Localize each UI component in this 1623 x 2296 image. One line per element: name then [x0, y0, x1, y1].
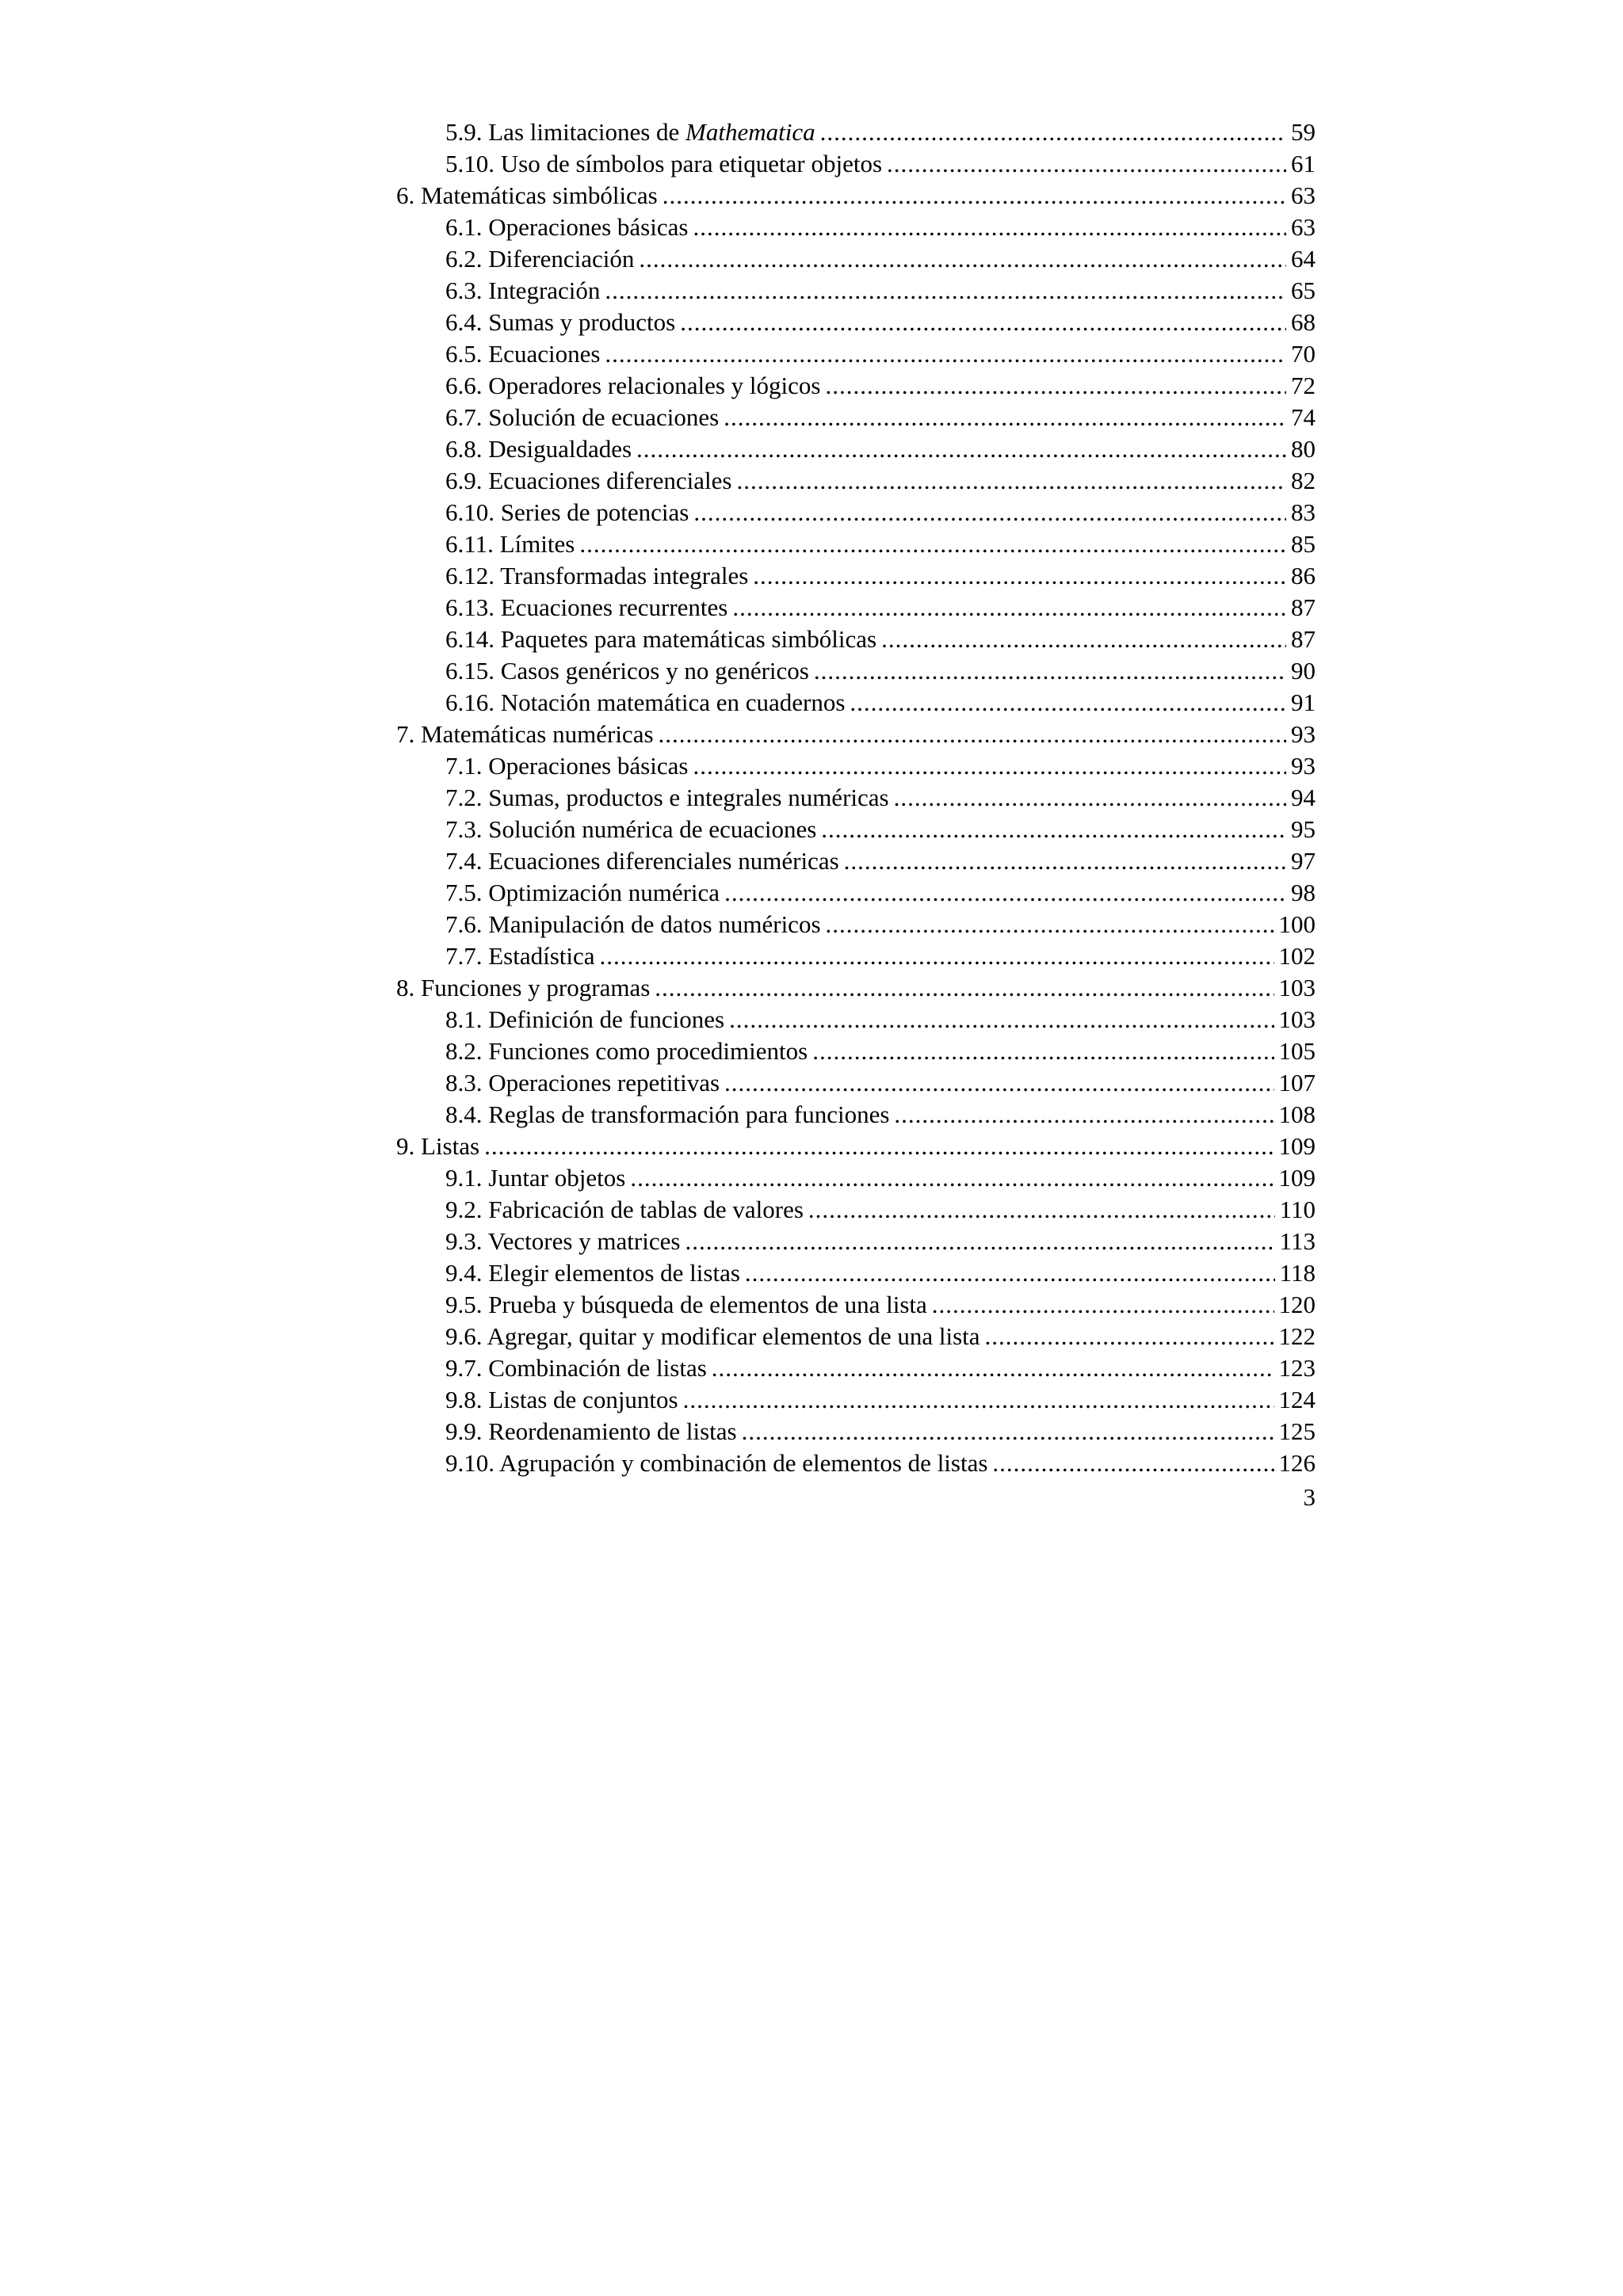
toc-entry-page: 97: [1291, 847, 1316, 875]
toc-entry-title: 7. Matemáticas numéricas: [396, 720, 654, 748]
toc-entry-title: 6.2. Diferenciación: [445, 245, 635, 273]
toc-entry-title: 6.9. Ecuaciones diferenciales: [445, 467, 732, 494]
toc-dot-leader: [683, 1384, 1274, 1416]
toc-dot-leader: [814, 655, 1286, 687]
toc-entry: [396, 180, 1316, 212]
toc-entry-page: 59: [1291, 118, 1316, 146]
toc-entry-title: 9.8. Listas de conjuntos: [445, 1386, 678, 1413]
toc-entry: [396, 1447, 1316, 1479]
toc-entry-title: 8.4. Reglas de transformación para funciones: [445, 1100, 890, 1128]
toc-dot-leader: [992, 1447, 1274, 1479]
toc-entry-title: 9.6. Agregar, quitar y modificar elementos de una lista: [445, 1322, 980, 1350]
toc-entry-page: 74: [1291, 403, 1316, 431]
toc-entry-page: 123: [1278, 1354, 1316, 1382]
toc-entry-page: 91: [1291, 688, 1316, 716]
toc-entry-title: 7.5. Optimización numérica: [445, 879, 720, 906]
toc-entry-title: 9.4. Elegir elementos de listas: [445, 1259, 740, 1287]
toc-entry-title: 6.5. Ecuaciones: [445, 340, 601, 368]
toc-dot-leader: [600, 940, 1274, 972]
toc-dot-leader: [712, 1352, 1274, 1384]
toc-entry: [396, 1226, 1316, 1257]
toc-entry-title: 6.8. Desigualdades: [445, 435, 632, 463]
toc-entry: [396, 1004, 1316, 1035]
toc-entry: [396, 212, 1316, 243]
toc-entry-page: 68: [1291, 308, 1316, 336]
toc-entry: [396, 592, 1316, 624]
toc-entry: [396, 1131, 1316, 1162]
toc-entry-page: 122: [1278, 1322, 1316, 1350]
toc-entry-title: 5.9. Las limitaciones de: [445, 118, 686, 146]
toc-entry-page: 110: [1279, 1196, 1316, 1223]
toc-entry-title: 7.4. Ecuaciones diferenciales numéricas: [445, 847, 839, 875]
toc-entry-page: 86: [1291, 562, 1316, 589]
toc-entry-title: 6.10. Series de potencias: [445, 498, 689, 526]
toc-entry: [396, 1352, 1316, 1384]
toc-entry: [396, 1384, 1316, 1416]
toc-entry: [396, 1289, 1316, 1321]
toc-dot-leader: [630, 1162, 1274, 1194]
toc-entry: [396, 560, 1316, 592]
toc-entry-title: 6.12. Transformadas integrales: [445, 562, 749, 589]
toc-entry-page: 72: [1291, 372, 1316, 399]
toc-entry-page: 103: [1278, 974, 1316, 1001]
toc-entry: [396, 433, 1316, 465]
toc-dot-leader: [844, 845, 1286, 877]
toc-entry-title: 9.3. Vectores y matrices: [445, 1227, 681, 1255]
toc-dot-leader: [850, 687, 1286, 719]
toc-entry-title: 7.6. Manipulación de datos numéricos: [445, 910, 821, 938]
toc-dot-leader: [742, 1416, 1274, 1447]
toc-entry-title: 9.9. Reordenamiento de listas: [445, 1417, 737, 1445]
toc-entry-title: 7.3. Solución numérica de ecuaciones: [445, 815, 817, 843]
toc-entry-title: 8.2. Funciones como procedimientos: [445, 1037, 808, 1065]
toc-dot-leader: [724, 1067, 1274, 1099]
toc-entry-title: 5.10. Uso de símbolos para etiquetar objetos: [445, 150, 883, 177]
toc-entry: [396, 972, 1316, 1004]
toc-entry-page: 93: [1291, 752, 1316, 780]
toc-entry-title: 6. Matemáticas simbólicas: [396, 181, 658, 209]
toc-entry-title: 7.1. Operaciones básicas: [445, 752, 689, 780]
toc-entry-page: 87: [1291, 625, 1316, 653]
toc-entry-page: 108: [1278, 1100, 1316, 1128]
toc-entry-title: 6.14. Paquetes para matemáticas simbólicas: [445, 625, 877, 653]
toc-dot-leader: [737, 465, 1287, 497]
toc-dot-leader: [724, 877, 1286, 909]
toc-entry-page: 125: [1278, 1417, 1316, 1445]
toc-dot-leader: [820, 116, 1286, 148]
toc-entry: [396, 814, 1316, 845]
toc-dot-leader: [732, 592, 1286, 624]
toc-dot-leader: [808, 1194, 1275, 1226]
toc-dot-leader: [693, 750, 1286, 782]
toc-entry-page: 63: [1291, 181, 1316, 209]
toc-entry-title: 7.7. Estadística: [445, 942, 595, 970]
toc-entry-title: 6.13. Ecuaciones recurrentes: [445, 593, 728, 621]
toc-entry: [396, 782, 1316, 814]
toc-entry-page: 102: [1278, 942, 1316, 970]
toc-entry-page: 64: [1291, 245, 1316, 273]
toc-entry: [396, 402, 1316, 433]
toc-entry-page: 70: [1291, 340, 1316, 368]
toc-dot-leader: [887, 148, 1286, 180]
toc-entry-page: 94: [1291, 784, 1316, 811]
toc-dot-leader: [932, 1289, 1274, 1321]
toc-dot-leader: [605, 275, 1286, 307]
toc-entry-title-italic: Mathematica: [685, 118, 815, 146]
toc-dot-leader: [729, 1004, 1274, 1035]
toc-entry-title: 9.2. Fabricación de tablas de valores: [445, 1196, 804, 1223]
toc-dot-leader: [745, 1257, 1275, 1289]
toc-entry: [396, 1035, 1316, 1067]
toc-dot-leader: [605, 338, 1286, 370]
toc-entry-title: 6.1. Operaciones básicas: [445, 213, 689, 241]
toc-entry: [396, 750, 1316, 782]
toc-dot-leader: [894, 782, 1286, 814]
toc-entry: [396, 655, 1316, 687]
toc-entry-page: 63: [1291, 213, 1316, 241]
toc-entry-title: 6.6. Operadores relacionales y lógicos: [445, 372, 821, 399]
toc-dot-leader: [636, 433, 1286, 465]
toc-dot-leader: [825, 370, 1286, 402]
toc-entry: [396, 940, 1316, 972]
toc-entry: [396, 338, 1316, 370]
toc-entry-page: 61: [1291, 150, 1316, 177]
toc-entry-title: 9.7. Combinación de listas: [445, 1354, 707, 1382]
toc-entry: [396, 528, 1316, 560]
toc-entry-page: 126: [1278, 1449, 1316, 1477]
toc-dot-leader: [985, 1321, 1274, 1352]
toc-dot-leader: [881, 624, 1286, 655]
toc-entry-title: 6.11. Límites: [445, 530, 575, 558]
toc-entry: [396, 719, 1316, 750]
toc-entry: [396, 877, 1316, 909]
toc-entry: [396, 370, 1316, 402]
toc-entry: [396, 1162, 1316, 1194]
toc-dot-leader: [655, 972, 1274, 1004]
toc-dot-leader: [753, 560, 1286, 592]
toc-entry-page: 95: [1291, 815, 1316, 843]
toc-entry: [396, 148, 1316, 180]
toc-entry: [396, 1194, 1316, 1226]
toc-dot-leader: [894, 1099, 1274, 1131]
toc-entry-title: 7.2. Sumas, productos e integrales numéricas: [445, 784, 889, 811]
toc-entry-page: 124: [1278, 1386, 1316, 1413]
toc-entry: [396, 1257, 1316, 1289]
toc-entry: [396, 307, 1316, 338]
toc-dot-leader: [821, 814, 1286, 845]
toc-entry-page: 65: [1291, 277, 1316, 304]
toc-entry-page: 85: [1291, 530, 1316, 558]
toc-entry: [396, 116, 1316, 148]
toc-entry: [396, 1099, 1316, 1131]
toc-entry-page: 98: [1291, 879, 1316, 906]
toc-entry: [396, 465, 1316, 497]
toc-entry-page: 113: [1279, 1227, 1316, 1255]
toc-entry: [396, 845, 1316, 877]
toc-entry-title: 9.5. Prueba y búsqueda de elementos de una lista: [445, 1291, 927, 1318]
toc-dot-leader: [685, 1226, 1274, 1257]
toc-entry-title: 6.15. Casos genéricos y no genéricos: [445, 657, 809, 685]
toc-entry: [396, 243, 1316, 275]
toc-entry-title: 9.10. Agrupación y combinación de elementos de listas: [445, 1449, 988, 1477]
toc-dot-leader: [579, 528, 1286, 560]
toc-entry-page: 100: [1278, 910, 1316, 938]
toc-dot-leader: [724, 402, 1286, 433]
toc-entry-page: 109: [1278, 1132, 1316, 1160]
toc-entry-page: 109: [1278, 1164, 1316, 1192]
toc-entry-title: 6.3. Integración: [445, 277, 601, 304]
toc-entry-page: 107: [1278, 1069, 1316, 1097]
table-of-contents: [396, 116, 1316, 1479]
page-number: 3: [1303, 1483, 1316, 1511]
toc-dot-leader: [663, 180, 1286, 212]
toc-dot-leader: [680, 307, 1286, 338]
toc-entry: [396, 1416, 1316, 1447]
toc-dot-leader: [659, 719, 1286, 750]
toc-entry: [396, 497, 1316, 528]
toc-entry-page: 90: [1291, 657, 1316, 685]
toc-entry-page: 120: [1278, 1291, 1316, 1318]
toc-dot-leader: [693, 497, 1286, 528]
toc-entry: [396, 624, 1316, 655]
toc-entry-page: 83: [1291, 498, 1316, 526]
toc-entry-title: 8.3. Operaciones repetitivas: [445, 1069, 720, 1097]
toc-entry-page: 105: [1278, 1037, 1316, 1065]
toc-entry-page: 82: [1291, 467, 1316, 494]
toc-entry-title: 9. Listas: [396, 1132, 480, 1160]
toc-entry-title: 6.4. Sumas y productos: [445, 308, 676, 336]
toc-entry-title: 6.16. Notación matemática en cuadernos: [445, 688, 846, 716]
toc-entry-page: 80: [1291, 435, 1316, 463]
toc-entry-page: 93: [1291, 720, 1316, 748]
toc-dot-leader: [484, 1131, 1274, 1162]
toc-entry-title: 6.7. Solución de ecuaciones: [445, 403, 720, 431]
toc-entry: [396, 909, 1316, 940]
toc-entry: [396, 687, 1316, 719]
toc-entry: [396, 1321, 1316, 1352]
toc-entry: [396, 1067, 1316, 1099]
toc-entry-title: 9.1. Juntar objetos: [445, 1164, 626, 1192]
toc-entry-page: 118: [1279, 1259, 1316, 1287]
toc-dot-leader: [812, 1035, 1274, 1067]
toc-dot-leader: [639, 243, 1286, 275]
toc-entry-page: 103: [1278, 1005, 1316, 1033]
toc-entry-title: 8.1. Definición de funciones: [445, 1005, 725, 1033]
toc-entry: [396, 275, 1316, 307]
toc-entry-page: 87: [1291, 593, 1316, 621]
toc-dot-leader: [693, 212, 1286, 243]
toc-dot-leader: [826, 909, 1274, 940]
toc-entry-title: 8. Funciones y programas: [396, 974, 651, 1001]
